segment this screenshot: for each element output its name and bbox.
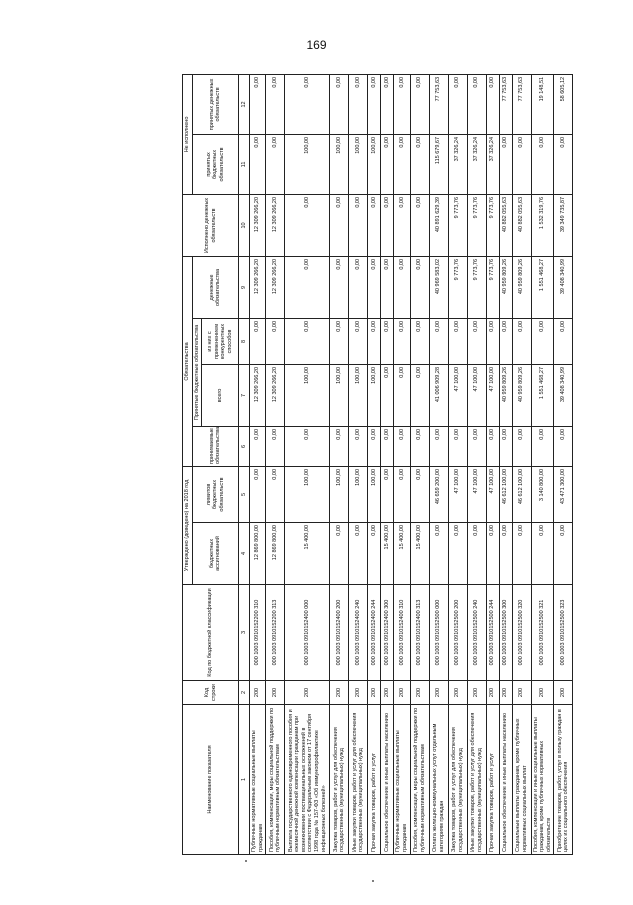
cell-unexecuted-monetary: 77 753,63 (429, 74, 448, 134)
row-budget-code: 000 1003 0910152400 000 (285, 585, 330, 681)
cell-accepted-competitive: 0,00 (554, 318, 573, 364)
cell-accepted-competitive: 0,00 (429, 318, 448, 364)
row-name: Социальное обеспечение и иные выплаты населению (499, 705, 512, 855)
cell-executed-monetary: 12 309 266,20 (250, 194, 266, 256)
cell-limits: 0,00 (394, 466, 410, 522)
row-name: Прочая закупка товаров, работ и услуг (368, 705, 381, 855)
table-row (512, 74, 531, 854)
row-line-code: 200 (394, 681, 410, 705)
row-name: Пособия, компенсации, меры социальной поддержки по публичным нормативным обязательствам (266, 705, 285, 855)
table-row (410, 74, 429, 854)
cell-unexecuted-monetary: 0,00 (349, 74, 368, 134)
cell-unexecuted-monetary: 0,00 (266, 74, 285, 134)
column-number: 10 (239, 194, 250, 256)
cell-monetary-obligations: 1 551 468,27 (531, 256, 554, 318)
cell-limits: 0,00 (266, 466, 285, 522)
row-line-code: 200 (531, 681, 554, 705)
cell-accepted-obligations: 0,00 (368, 426, 381, 466)
cell-accepted-obligations: 0,00 (410, 426, 429, 466)
row-name: Социальные выплаты гражданам, кроме публичных нормативных социальных выплат (512, 705, 531, 855)
row-name: Приобретение товаров, работ, услуг в пользу граждан в целях их социального обеспечения (554, 705, 573, 855)
cell-accepted-total: 100,00 (285, 364, 330, 426)
cell-limits: 46 612 100,00 (499, 466, 512, 522)
table-row (486, 74, 499, 854)
row-name: Иные закупки товаров, работ и услуг для обеспечения государственных (муниципальных) нужд (349, 705, 368, 855)
page-number: 169 (306, 38, 327, 52)
cell-monetary-obligations: 9 773,76 (467, 256, 486, 318)
cell-unexecuted-budget: 37 326,24 (467, 134, 486, 194)
column-number: 5 (239, 466, 250, 522)
header-line-code: Код строки (183, 681, 239, 705)
cell-limits: 0,00 (410, 466, 429, 522)
cell-monetary-obligations: 40 969 583,02 (429, 256, 448, 318)
table-row (250, 74, 266, 854)
table-row (554, 74, 573, 854)
row-budget-code: 000 1003 0910152500 240 (467, 585, 486, 681)
cell-executed-monetary: 0,00 (394, 194, 410, 256)
row-line-code: 200 (381, 681, 394, 705)
cell-budget-allocations: 0,00 (486, 523, 499, 585)
cell-limits: 47 100,00 (467, 466, 486, 522)
cell-accepted-total: 0,00 (381, 364, 394, 426)
header-accepted-obligations: принимаемые обязательства (192, 426, 239, 466)
table-row (285, 74, 330, 854)
cell-monetary-obligations: 0,00 (394, 256, 410, 318)
table-row (467, 74, 486, 854)
cell-monetary-obligations: 9 773,76 (486, 256, 499, 318)
table-row (499, 74, 512, 854)
cell-limits: 100,00 (330, 466, 349, 522)
row-line-code: 200 (429, 681, 448, 705)
cell-budget-allocations: 15 400,00 (394, 523, 410, 585)
header-accepted-budget-group: Принятые бюджетные обязательства (192, 318, 202, 426)
cell-unexecuted-monetary: 77 753,63 (499, 74, 512, 134)
row-name: Публичные нормативные социальные выплаты гражданам (394, 705, 410, 855)
row-budget-code: 000 1003 0910152500 320 (512, 585, 531, 681)
cell-monetary-obligations: 12 309 266,20 (266, 256, 285, 318)
budget-execution-table (182, 74, 573, 855)
cell-accepted-obligations: 0,00 (381, 426, 394, 466)
cell-budget-allocations: 12 869 800,00 (250, 523, 266, 585)
row-line-code: 200 (330, 681, 349, 705)
cell-unexecuted-budget: 37 326,24 (448, 134, 467, 194)
cell-accepted-competitive: 0,00 (368, 318, 381, 364)
cell-accepted-total: 39 408 340,99 (554, 364, 573, 426)
cell-budget-allocations: 0,00 (512, 523, 531, 585)
row-line-code: 200 (368, 681, 381, 705)
row-name: Выплата государственного единовременного пособия и ежемесячной денежной компенсации гражданам при возникновении поствакцинальных осложнений в соответствии с Федеральным законом от 17 сентября 1998 года № 157-ФЗ «Об иммунопрофилактике инфекционных болезней» (285, 705, 330, 855)
cell-unexecuted-monetary: 77 753,63 (512, 74, 531, 134)
row-line-code: 200 (554, 681, 573, 705)
cell-accepted-competitive: 0,00 (531, 318, 554, 364)
cell-monetary-obligations: 0,00 (368, 256, 381, 318)
cell-accepted-competitive: 0,00 (467, 318, 486, 364)
cell-unexecuted-monetary: 0,00 (368, 74, 381, 134)
cell-accepted-total: 1 551 468,27 (531, 364, 554, 426)
header-incl-competitive: из них с применением конкурентных способов (202, 318, 239, 364)
row-line-code: 200 (486, 681, 499, 705)
cell-unexecuted-budget: 0,00 (394, 134, 410, 194)
cell-monetary-obligations: 0,00 (381, 256, 394, 318)
cell-executed-monetary: 12 309 266,20 (266, 194, 285, 256)
row-budget-code: 000 1003 0910152400 313 (410, 585, 429, 681)
table-row (330, 74, 349, 854)
cell-unexecuted-budget: 115 679,67 (429, 134, 448, 194)
column-number: 6 (239, 426, 250, 466)
cell-limits: 0,00 (250, 466, 266, 522)
cell-accepted-competitive: 0,00 (394, 318, 410, 364)
cell-unexecuted-budget: 0,00 (381, 134, 394, 194)
cell-executed-monetary: 1 532 319,76 (531, 194, 554, 256)
row-name: Социальное обеспечение и иные выплаты населению (381, 705, 394, 855)
row-line-code: 200 (410, 681, 429, 705)
cell-executed-monetary: 40 891 629,39 (429, 194, 448, 256)
cell-limits: 0,00 (381, 466, 394, 522)
header-monetary-obligations: денежные обязательства (192, 256, 239, 318)
cell-accepted-total: 47 100,00 (448, 364, 467, 426)
cell-unexecuted-budget: 0,00 (250, 134, 266, 194)
cell-accepted-obligations: 0,00 (330, 426, 349, 466)
cell-budget-allocations: 0,00 (531, 523, 554, 585)
table-row (349, 74, 368, 854)
cell-accepted-competitive: 0,00 (349, 318, 368, 364)
row-line-code: 200 (499, 681, 512, 705)
cell-unexecuted-budget: 0,00 (410, 134, 429, 194)
row-budget-code: 000 1003 0910152400 244 (368, 585, 381, 681)
cell-unexecuted-monetary: 19 148,51 (531, 74, 554, 134)
scan-speck (245, 860, 247, 862)
cell-accepted-obligations: 0,00 (266, 426, 285, 466)
cell-executed-monetary: 0,00 (349, 194, 368, 256)
cell-unexecuted-budget: 37 326,24 (486, 134, 499, 194)
column-number: 4 (239, 523, 250, 585)
header-total: всего (202, 364, 239, 426)
row-line-code: 200 (266, 681, 285, 705)
cell-budget-allocations: 15 400,00 (410, 523, 429, 585)
cell-accepted-competitive: 0,00 (330, 318, 349, 364)
cell-unexecuted-budget: 100,00 (285, 134, 330, 194)
cell-accepted-obligations: 0,00 (250, 426, 266, 466)
row-line-code: 200 (285, 681, 330, 705)
table-row (429, 74, 448, 854)
cell-budget-allocations: 0,00 (554, 523, 573, 585)
cell-unexecuted-budget: 0,00 (531, 134, 554, 194)
table-row (531, 74, 554, 854)
cell-unexecuted-monetary: 0,00 (486, 74, 499, 134)
column-number: 7 (239, 364, 250, 426)
cell-unexecuted-budget: 0,00 (554, 134, 573, 194)
cell-executed-monetary: 0,00 (368, 194, 381, 256)
header-accepted-budget-obl: принятых бюджетных обязательств (192, 134, 239, 194)
cell-accepted-competitive: 0,00 (448, 318, 467, 364)
cell-unexecuted-monetary: 0,00 (467, 74, 486, 134)
row-name: Закупка товаров, работ и услуг для обеспечения государственных (муниципальных) нужд (330, 705, 349, 855)
table-row (368, 74, 381, 854)
cell-budget-allocations: 15 400,00 (285, 523, 330, 585)
row-budget-code: 000 1003 0910152400 300 (381, 585, 394, 681)
cell-unexecuted-budget: 0,00 (512, 134, 531, 194)
cell-accepted-total: 12 309 266,20 (266, 364, 285, 426)
row-budget-code: 000 1003 0910152500 300 (499, 585, 512, 681)
column-number: 12 (239, 74, 250, 134)
cell-limits: 46 659 200,00 (429, 466, 448, 522)
row-line-code: 200 (512, 681, 531, 705)
cell-accepted-obligations: 0,00 (285, 426, 330, 466)
row-budget-code: 000 1003 0910152200 313 (266, 585, 285, 681)
cell-accepted-total: 100,00 (349, 364, 368, 426)
cell-accepted-obligations: 0,00 (429, 426, 448, 466)
cell-accepted-total: 47 100,00 (486, 364, 499, 426)
row-budget-code: 000 1003 0910152500 321 (531, 585, 554, 681)
cell-unexecuted-monetary: 0,00 (330, 74, 349, 134)
cell-limits: 46 612 100,00 (512, 466, 531, 522)
cell-executed-monetary: 9 773,76 (448, 194, 467, 256)
row-budget-code: 000 1003 0910152500 200 (448, 585, 467, 681)
cell-limits: 47 100,00 (448, 466, 467, 522)
cell-executed-monetary: 0,00 (410, 194, 429, 256)
cell-accepted-competitive: 0,00 (486, 318, 499, 364)
cell-accepted-total: 100,00 (368, 364, 381, 426)
cell-accepted-total: 0,00 (394, 364, 410, 426)
row-name: Прочая закупка товаров, работ и услуг (486, 705, 499, 855)
header-approved-group: Утверждено (доведено) на 2018 год (183, 466, 193, 584)
header-budget-code: Код по бюджетной классификации (183, 585, 239, 681)
column-number: 1 (239, 705, 250, 855)
row-budget-code: 000 1003 0910152500 323 (554, 585, 573, 681)
cell-monetary-obligations: 0,00 (285, 256, 330, 318)
row-name: Публичные нормативные социальные выплаты гражданам (250, 705, 266, 855)
cell-unexecuted-monetary: 0,00 (381, 74, 394, 134)
row-budget-code: 000 1003 0910152500 244 (486, 585, 499, 681)
column-number-row (239, 74, 250, 854)
cell-unexecuted-monetary: 0,00 (448, 74, 467, 134)
column-number: 11 (239, 134, 250, 194)
cell-budget-allocations: 0,00 (330, 523, 349, 585)
cell-executed-monetary: 40 882 055,63 (499, 194, 512, 256)
cell-unexecuted-budget: 0,00 (499, 134, 512, 194)
cell-limits: 3 140 800,00 (531, 466, 554, 522)
header-limits: лимитов бюджетных обязательств (192, 466, 239, 522)
row-name: Иные закупки товаров, работ и услуг для обеспечения государственных (муниципальных) нужд (467, 705, 486, 855)
cell-accepted-competitive: 0,00 (250, 318, 266, 364)
cell-accepted-obligations: 0,00 (394, 426, 410, 466)
cell-monetary-obligations: 9 773,76 (448, 256, 467, 318)
table-row (381, 74, 394, 854)
cell-budget-allocations: 15 400,00 (381, 523, 394, 585)
cell-accepted-obligations: 0,00 (531, 426, 554, 466)
cell-accepted-total: 0,00 (410, 364, 429, 426)
cell-executed-monetary: 0,00 (381, 194, 394, 256)
row-line-code: 200 (250, 681, 266, 705)
cell-accepted-obligations: 0,00 (499, 426, 512, 466)
table-row (266, 74, 285, 854)
row-name: Пособия, компенсации и иные социальные выплаты гражданам, кроме публичных нормативных обязательств (531, 705, 554, 855)
cell-executed-monetary: 40 882 055,63 (512, 194, 531, 256)
header-name: Наименование показателя (183, 705, 239, 855)
cell-budget-allocations: 0,00 (368, 523, 381, 585)
cell-limits: 47 100,00 (486, 466, 499, 522)
cell-accepted-obligations: 0,00 (467, 426, 486, 466)
cell-monetary-obligations: 40 959 809,26 (499, 256, 512, 318)
cell-accepted-competitive: 0,00 (410, 318, 429, 364)
cell-budget-allocations: 0,00 (448, 523, 467, 585)
cell-monetary-obligations: 12 309 266,20 (250, 256, 266, 318)
cell-monetary-obligations: 40 959 809,26 (512, 256, 531, 318)
column-number: 2 (239, 681, 250, 705)
cell-monetary-obligations: 39 408 340,99 (554, 256, 573, 318)
cell-limits: 43 471 300,00 (554, 466, 573, 522)
cell-budget-allocations: 0,00 (499, 523, 512, 585)
cell-executed-monetary: 9 773,76 (486, 194, 499, 256)
cell-accepted-competitive: 0,00 (285, 318, 330, 364)
cell-monetary-obligations: 0,00 (330, 256, 349, 318)
cell-executed-monetary: 39 349 735,87 (554, 194, 573, 256)
cell-limits: 100,00 (368, 466, 381, 522)
header-not-executed-group: Не исполнено (183, 74, 193, 194)
cell-unexecuted-budget: 0,00 (266, 134, 285, 194)
cell-accepted-obligations: 0,00 (486, 426, 499, 466)
cell-budget-allocations: 0,00 (349, 523, 368, 585)
scan-speck (372, 880, 374, 882)
cell-accepted-obligations: 0,00 (512, 426, 531, 466)
cell-accepted-total: 47 100,00 (467, 364, 486, 426)
cell-executed-monetary: 0,00 (285, 194, 330, 256)
cell-budget-allocations: 12 869 800,00 (266, 523, 285, 585)
column-number: 8 (239, 318, 250, 364)
cell-executed-monetary: 0,00 (330, 194, 349, 256)
cell-accepted-total: 41 006 909,28 (429, 364, 448, 426)
header-obligations-group: Обязательства (183, 256, 193, 466)
row-line-code: 200 (448, 681, 467, 705)
cell-accepted-obligations: 0,00 (448, 426, 467, 466)
cell-accepted-competitive: 0,00 (499, 318, 512, 364)
cell-unexecuted-monetary: 0,00 (285, 74, 330, 134)
header-executed-monetary: Исполнено денежных обязательств (183, 194, 239, 256)
cell-unexecuted-budget: 100,00 (368, 134, 381, 194)
cell-limits: 100,00 (349, 466, 368, 522)
cell-accepted-total: 40 959 809,26 (512, 364, 531, 426)
cell-monetary-obligations: 0,00 (410, 256, 429, 318)
cell-accepted-total: 100,00 (330, 364, 349, 426)
cell-unexecuted-monetary: 0,00 (410, 74, 429, 134)
row-budget-code: 000 1003 0910152400 240 (349, 585, 368, 681)
row-line-code: 200 (467, 681, 486, 705)
table-header (183, 74, 250, 854)
column-number: 3 (239, 585, 250, 681)
row-name: Оплата жилищно-коммунальных услуг отдельным категориям граждан (429, 705, 448, 855)
table-body (250, 74, 573, 854)
cell-unexecuted-monetary: 0,00 (250, 74, 266, 134)
header-accepted-monetary-obl: принятых денежных обязательств (192, 74, 239, 134)
cell-executed-monetary: 9 773,76 (467, 194, 486, 256)
cell-accepted-total: 40 959 809,26 (499, 364, 512, 426)
cell-unexecuted-budget: 100,00 (330, 134, 349, 194)
cell-accepted-obligations: 0,00 (554, 426, 573, 466)
row-line-code: 200 (349, 681, 368, 705)
header-budget-allocations: бюджетных ассигнований (192, 523, 239, 585)
row-name: Закупка товаров, работ и услуг для обеспечения государственных (муниципальных) нужд (448, 705, 467, 855)
row-budget-code: 000 1003 0910152400 310 (394, 585, 410, 681)
row-budget-code: 000 1003 0910152200 310 (250, 585, 266, 681)
cell-unexecuted-monetary: 58 605,12 (554, 74, 573, 134)
cell-limits: 100,00 (285, 466, 330, 522)
cell-accepted-competitive: 0,00 (512, 318, 531, 364)
cell-unexecuted-monetary: 0,00 (394, 74, 410, 134)
cell-accepted-competitive: 0,00 (266, 318, 285, 364)
cell-budget-allocations: 0,00 (467, 523, 486, 585)
row-budget-code: 000 1003 0910152500 000 (429, 585, 448, 681)
cell-monetary-obligations: 0,00 (349, 256, 368, 318)
table-row (394, 74, 410, 854)
cell-budget-allocations: 0,00 (429, 523, 448, 585)
cell-accepted-total: 12 309 266,20 (250, 364, 266, 426)
cell-accepted-competitive: 0,00 (381, 318, 394, 364)
report-sheet (182, 75, 570, 855)
row-budget-code: 000 1003 0910152400 200 (330, 585, 349, 681)
column-number: 9 (239, 256, 250, 318)
cell-unexecuted-budget: 100,00 (349, 134, 368, 194)
cell-accepted-obligations: 0,00 (349, 426, 368, 466)
row-name: Пособия, компенсации, меры социальной поддержки по публичным нормативным обязательствам (410, 705, 429, 855)
table-row (448, 74, 467, 854)
